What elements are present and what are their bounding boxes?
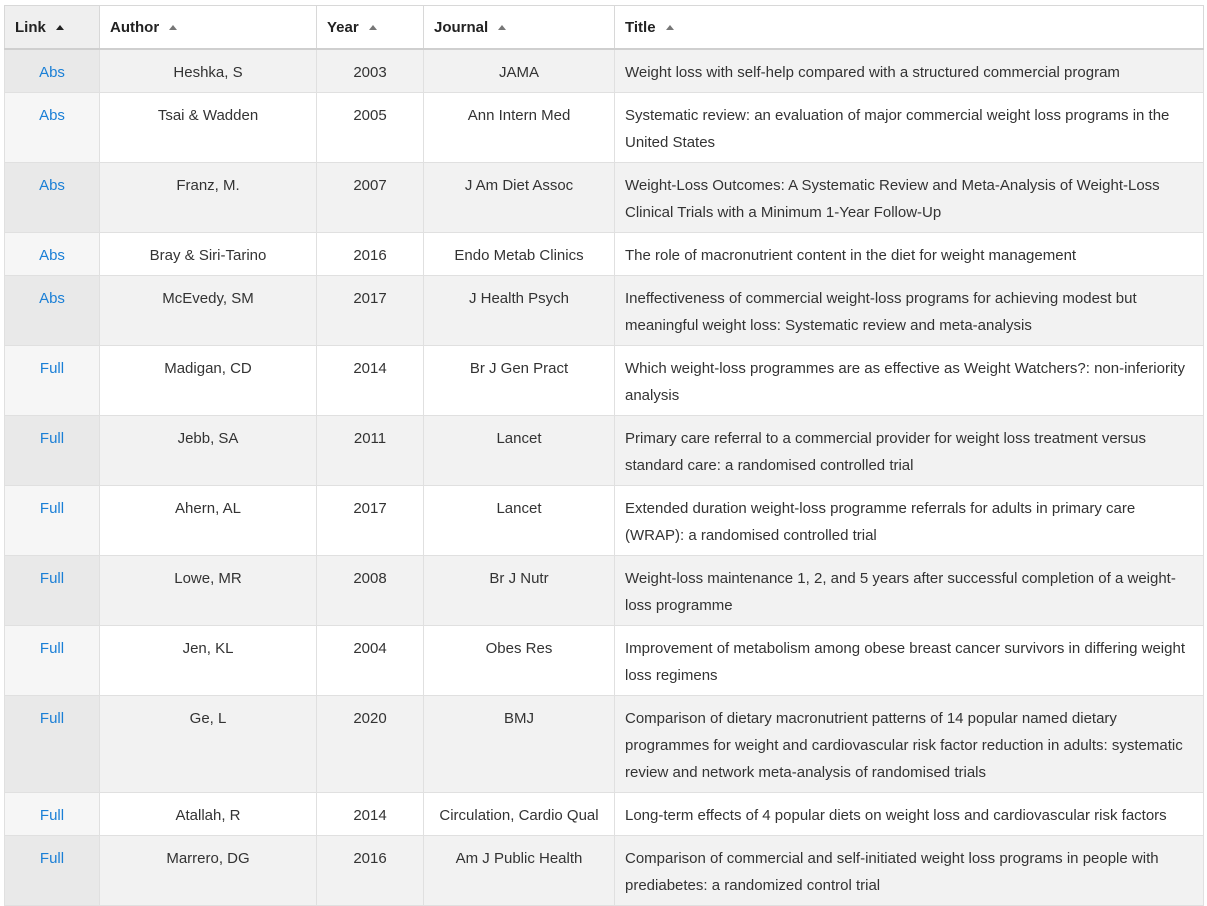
author-text: Jebb, SA	[177, 430, 239, 447]
journal-text: J Am Diet Assoc	[464, 177, 574, 194]
link-cell	[5, 346, 100, 416]
article-link[interactable]: Full	[39, 640, 65, 657]
title-text: Comparison of commercial and self-initiated weight loss programs in people with prediabetes: a randomized control trial	[625, 850, 1159, 894]
column-header-label: Journal	[434, 18, 489, 36]
title-text: Extended duration weight-loss programme referrals for adults in primary care (WRAP): a randomised controlled trial	[625, 500, 1136, 544]
year-text: 2014	[353, 807, 387, 824]
table-row	[5, 416, 1204, 486]
author-text: Jen, KL	[182, 640, 234, 657]
link-cell	[5, 696, 100, 793]
sort-ascending-icon	[666, 25, 674, 30]
journal-cell	[424, 836, 615, 906]
journal-text: Br J Nutr	[489, 570, 549, 587]
year-text: 2016	[353, 850, 387, 867]
year-cell	[317, 836, 424, 906]
author-text: Bray & Siri-Tarino	[149, 247, 267, 264]
title-text: Improvement of metabolism among obese breast cancer survivors in differing weight loss regimens	[625, 640, 1185, 684]
title-cell	[615, 276, 1204, 346]
sort-ascending-icon	[56, 25, 64, 30]
table-row	[5, 626, 1204, 696]
article-link[interactable]: Full	[39, 807, 65, 824]
table-row	[5, 49, 1204, 93]
journal-text: Lancet	[496, 500, 542, 517]
title-cell	[615, 233, 1204, 276]
year-text: 2008	[353, 570, 387, 587]
table-row	[5, 93, 1204, 163]
author-text: Lowe, MR	[174, 570, 242, 587]
year-cell	[317, 416, 424, 486]
author-cell	[100, 163, 317, 233]
article-link[interactable]: Full	[39, 360, 65, 377]
article-link[interactable]: Abs	[39, 177, 65, 194]
article-link[interactable]: Abs	[39, 107, 65, 124]
year-cell	[317, 556, 424, 626]
title-cell	[615, 696, 1204, 793]
author-text: Atallah, R	[175, 807, 241, 824]
author-cell	[100, 556, 317, 626]
author-cell	[100, 276, 317, 346]
journal-cell	[424, 276, 615, 346]
article-link[interactable]: Full	[39, 850, 65, 867]
year-cell	[317, 346, 424, 416]
journal-cell	[424, 93, 615, 163]
link-cell	[5, 556, 100, 626]
article-link[interactable]: Abs	[39, 290, 65, 307]
column-header-label: Year	[327, 18, 359, 36]
title-cell	[615, 626, 1204, 696]
link-cell	[5, 836, 100, 906]
year-cell	[317, 626, 424, 696]
title-text: Weight loss with self-help compared with a structured commercial program	[625, 64, 1120, 81]
journal-text: J Health Psych	[468, 290, 570, 307]
year-cell	[317, 49, 424, 93]
author-text: Marrero, DG	[166, 850, 250, 867]
year-cell	[317, 163, 424, 233]
journal-cell	[424, 233, 615, 276]
table-row	[5, 793, 1204, 836]
journal-text: Circulation, Cardio Qual	[439, 807, 599, 824]
year-text: 2005	[353, 107, 387, 124]
article-link[interactable]: Full	[39, 710, 65, 727]
title-text: Systematic review: an evaluation of major commercial weight loss programs in the United States	[625, 107, 1170, 151]
year-text: 2014	[353, 360, 387, 377]
year-cell	[317, 793, 424, 836]
column-header-link[interactable]	[5, 6, 100, 50]
table-row	[5, 556, 1204, 626]
table-row	[5, 346, 1204, 416]
column-header-journal[interactable]	[424, 6, 615, 50]
journal-cell	[424, 626, 615, 696]
journal-text: JAMA	[498, 64, 539, 81]
year-cell	[317, 696, 424, 793]
title-cell	[615, 836, 1204, 906]
article-link[interactable]: Abs	[39, 64, 65, 81]
year-text: 2017	[353, 290, 387, 307]
journal-text: Br J Gen Pract	[469, 360, 569, 377]
title-cell	[615, 793, 1204, 836]
year-text: 2004	[353, 640, 387, 657]
link-cell	[5, 416, 100, 486]
column-header-year[interactable]	[317, 6, 424, 50]
link-cell	[5, 49, 100, 93]
column-header-label: Author	[110, 18, 160, 36]
table-body	[5, 49, 1204, 906]
title-text: Ineffectiveness of commercial weight-loss programs for achieving modest but meaningful weight loss: Systematic review and meta-analysis	[625, 290, 1137, 334]
year-text: 2003	[353, 64, 387, 81]
journal-cell	[424, 416, 615, 486]
table-row	[5, 486, 1204, 556]
title-cell	[615, 416, 1204, 486]
link-cell	[5, 93, 100, 163]
journal-cell	[424, 556, 615, 626]
title-cell	[615, 486, 1204, 556]
year-text: 2016	[353, 247, 387, 264]
year-cell	[317, 486, 424, 556]
article-link[interactable]: Full	[39, 430, 65, 447]
year-cell	[317, 276, 424, 346]
title-text: Primary care referral to a commercial provider for weight loss treatment versus standard care: a randomised controlled trial	[625, 430, 1147, 474]
table-row	[5, 836, 1204, 906]
journal-cell	[424, 163, 615, 233]
column-header-title[interactable]	[615, 6, 1204, 50]
author-text: McEvedy, SM	[162, 290, 254, 307]
author-cell	[100, 836, 317, 906]
sort-ascending-icon	[169, 25, 177, 30]
author-cell	[100, 416, 317, 486]
title-text: Long-term effects of 4 popular diets on weight loss and cardiovascular risk factors	[625, 807, 1167, 824]
author-text: Ge, L	[189, 710, 227, 727]
year-cell	[317, 93, 424, 163]
table-row	[5, 163, 1204, 233]
title-text: Weight-loss maintenance 1, 2, and 5 years after successful completion of a weight-loss programme	[625, 570, 1176, 614]
author-cell	[100, 793, 317, 836]
references-table	[4, 5, 1204, 906]
author-cell	[100, 49, 317, 93]
title-text: The role of macronutrient content in the diet for weight management	[625, 247, 1077, 264]
title-text: Which weight-loss programmes are as effective as Weight Watchers?: non-inferiority analysis	[625, 360, 1185, 404]
references-table-container	[4, 5, 1203, 906]
journal-text: Obes Res	[485, 640, 553, 657]
column-header-label: Link	[15, 18, 46, 36]
title-cell	[615, 163, 1204, 233]
title-cell	[615, 49, 1204, 93]
title-cell	[615, 93, 1204, 163]
author-cell	[100, 233, 317, 276]
journal-cell	[424, 346, 615, 416]
link-cell	[5, 163, 100, 233]
sort-ascending-icon	[498, 25, 506, 30]
year-text: 2020	[353, 710, 387, 727]
table-row	[5, 276, 1204, 346]
year-text: 2007	[353, 177, 387, 194]
year-text: 2017	[353, 500, 387, 517]
link-cell	[5, 793, 100, 836]
journal-text: Endo Metab Clinics	[454, 247, 584, 264]
author-cell	[100, 626, 317, 696]
article-link[interactable]: Full	[39, 570, 65, 587]
table-header-row	[5, 6, 1204, 50]
column-header-label: Title	[625, 18, 656, 36]
link-cell	[5, 626, 100, 696]
author-text: Franz, M.	[176, 177, 240, 194]
journal-text: Ann Intern Med	[467, 107, 571, 124]
table-row	[5, 696, 1204, 793]
table-row	[5, 233, 1204, 276]
link-cell	[5, 276, 100, 346]
link-cell	[5, 486, 100, 556]
title-text: Comparison of dietary macronutrient patterns of 14 popular named dietary programmes for weight and cardiovascular risk factor reduction in adults: systematic review and network meta-analysis of randomised trials	[625, 710, 1183, 781]
sort-ascending-icon	[369, 25, 377, 30]
title-cell	[615, 346, 1204, 416]
journal-text: BMJ	[504, 710, 534, 727]
author-text: Madigan, CD	[164, 360, 252, 377]
journal-cell	[424, 486, 615, 556]
year-cell	[317, 233, 424, 276]
article-link[interactable]: Full	[39, 500, 65, 517]
author-cell	[100, 486, 317, 556]
article-link[interactable]: Abs	[39, 247, 65, 264]
journal-text: Lancet	[496, 430, 542, 447]
author-text: Ahern, AL	[175, 500, 241, 517]
title-text: Weight-Loss Outcomes: A Systematic Review and Meta-Analysis of Weight-Loss Clinical Trials with a Minimum 1-Year Follow-Up	[625, 177, 1160, 221]
year-text: 2011	[353, 430, 387, 447]
author-text: Tsai & Wadden	[157, 107, 259, 124]
link-cell	[5, 233, 100, 276]
journal-cell	[424, 793, 615, 836]
author-cell	[100, 93, 317, 163]
author-cell	[100, 346, 317, 416]
journal-text: Am J Public Health	[455, 850, 583, 867]
author-text: Heshka, S	[173, 64, 243, 81]
journal-cell	[424, 49, 615, 93]
title-cell	[615, 556, 1204, 626]
journal-cell	[424, 696, 615, 793]
author-cell	[100, 696, 317, 793]
column-header-author[interactable]	[100, 6, 317, 50]
